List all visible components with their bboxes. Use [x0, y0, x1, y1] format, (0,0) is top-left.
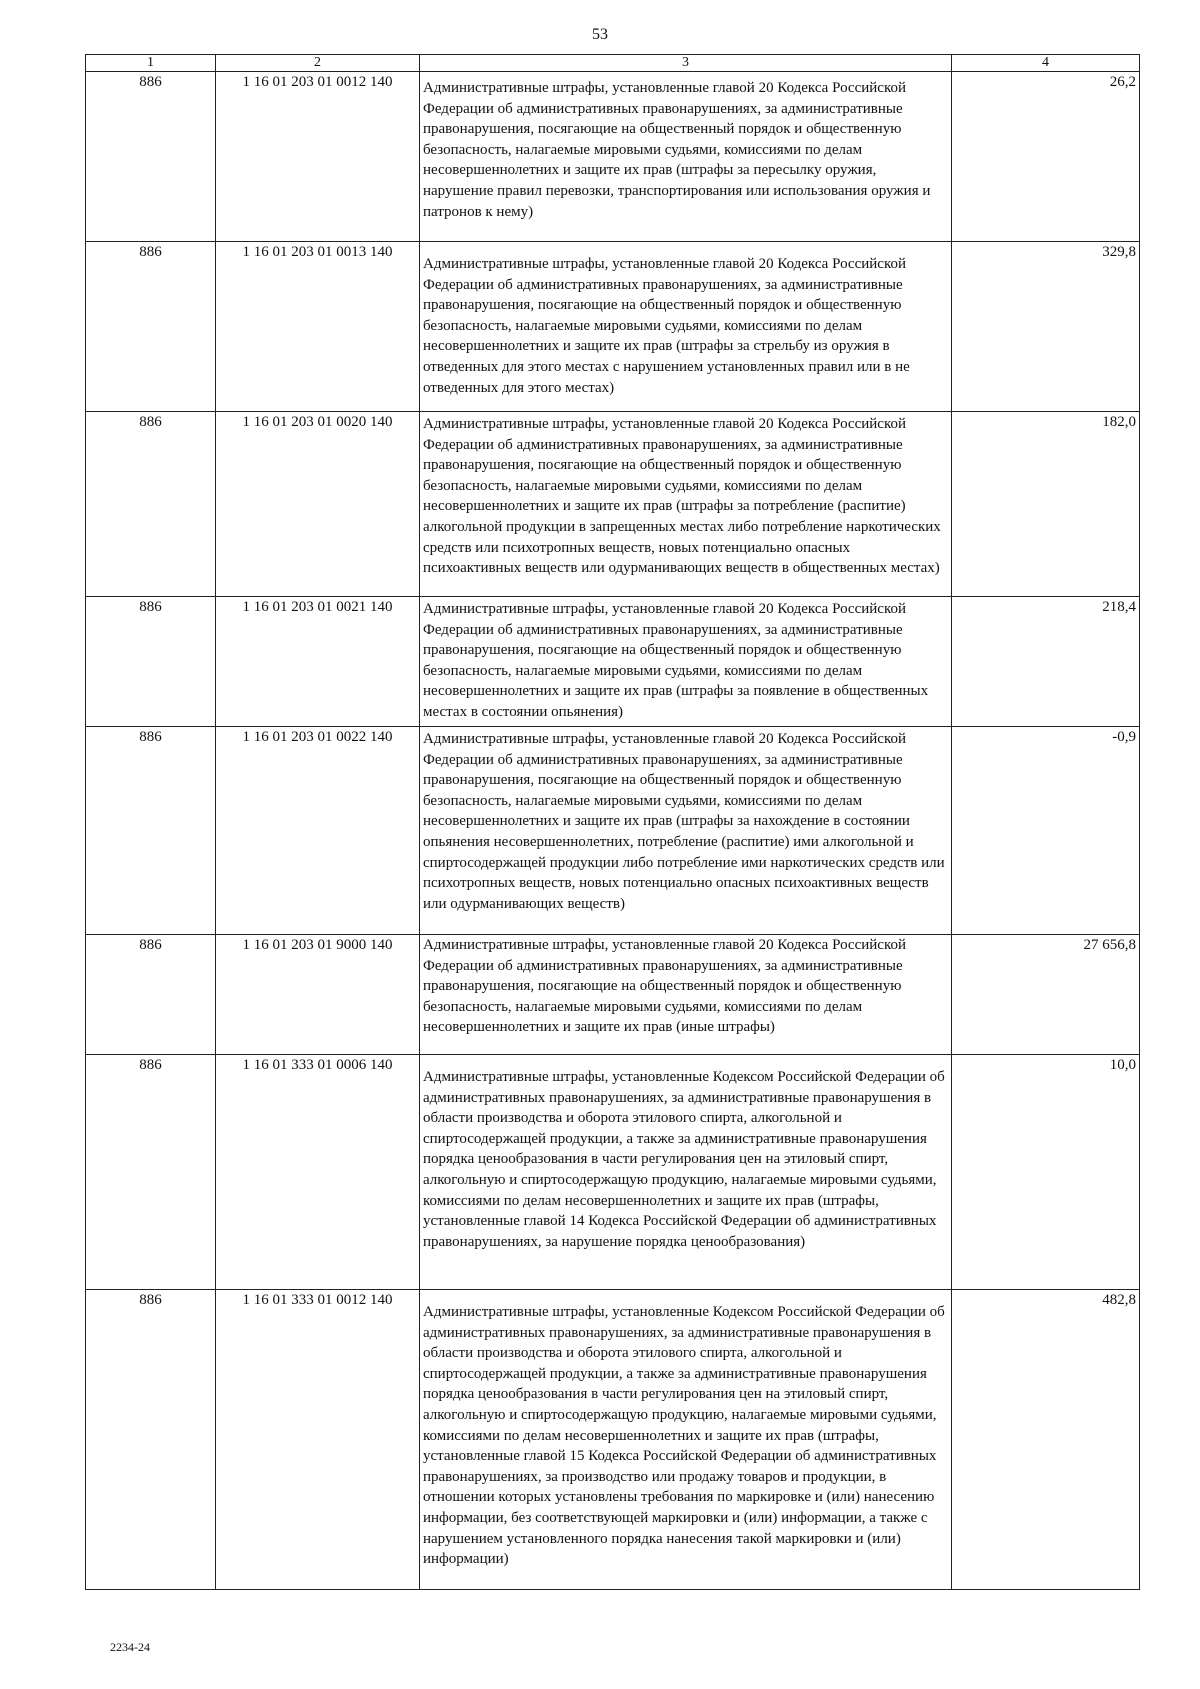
column-header-3: 3 — [420, 55, 952, 72]
table-row — [86, 242, 1140, 412]
budget-code-cell: 1 16 01 203 01 0013 140 — [216, 242, 420, 412]
table-row — [86, 935, 1140, 1055]
description-cell — [420, 935, 952, 1055]
admin-code-cell: 886 — [86, 242, 216, 412]
admin-code-cell: 886 — [86, 935, 216, 1055]
amount-cell: 27 656,8 — [952, 935, 1140, 1055]
description-text: Административные штрафы, установленные главой 20 Кодекса Российской Федерации об административных правонарушениях, за административные правонарушения, посягающие на общественный порядок и общественную безопасность, налагаемые мировыми судьями, комиссиями по делам несовершеннолетних и защите их прав (штрафы за нахождение в состоянии опьянения несовершеннолетних, потребление (распитие) ими алкогольной и спиртосодержащей продукции либо потребление ими наркотических средств или психотропных веществ, новых потенциально опасных психоактивных веществ или одурманивающих веществ) — [423, 731, 945, 912]
amount-cell: 218,4 — [952, 597, 1140, 727]
description-cell — [420, 242, 952, 412]
budget-code-cell: 1 16 01 203 01 0012 140 — [216, 72, 420, 242]
description-text: Административные штрафы, установленные главой 20 Кодекса Российской Федерации об административных правонарушениях, за административные правонарушения, посягающие на общественный порядок и общественную безопасность, налагаемые мировыми судьями, комиссиями по делам несовершеннолетних и защите их прав (штрафы за появление в общественных местах в состоянии опьянения) — [423, 601, 929, 720]
description-cell — [420, 1290, 952, 1590]
column-header-4: 4 — [952, 55, 1140, 72]
amount-cell: 182,0 — [952, 412, 1140, 597]
budget-code-cell: 1 16 01 203 01 0022 140 — [216, 727, 420, 935]
description-cell — [420, 412, 952, 597]
column-header-2: 2 — [216, 55, 420, 72]
page-number: 53 — [592, 26, 608, 43]
description-text: Административные штрафы, установленные главой 20 Кодекса Российской Федерации об административных правонарушениях, за административные правонарушения, посягающие на общественный порядок и общественную безопасность, налагаемые мировыми судьями, комиссиями по делам несовершеннолетних и защите их прав (штрафы за потребление (распитие) алкогольной продукции в запрещенных местах либо потребление наркотических средств или психотропных веществ, новых потенциально опасных психоактивных веществ или одурманивающих веществ в общественных местах) — [423, 416, 941, 577]
admin-code-cell: 886 — [86, 1290, 216, 1590]
amount-cell: -0,9 — [952, 727, 1140, 935]
budget-code-cell: 1 16 01 203 01 0021 140 — [216, 597, 420, 727]
description-cell — [420, 1055, 952, 1290]
description-text: Административные штрафы, установленные главой 20 Кодекса Российской Федерации об административных правонарушениях, за административные правонарушения, посягающие на общественный порядок и общественную безопасность, налагаемые мировыми судьями, комиссиями по делам несовершеннолетних и защите их прав (иные штрафы) — [423, 937, 907, 1036]
budget-code-cell: 1 16 01 203 01 9000 140 — [216, 935, 420, 1055]
budget-code-cell: 1 16 01 333 01 0012 140 — [216, 1290, 420, 1590]
table-row — [86, 597, 1140, 727]
column-header-1: 1 — [86, 55, 216, 72]
budget-code-cell: 1 16 01 333 01 0006 140 — [216, 1055, 420, 1290]
table-row — [86, 727, 1140, 935]
admin-code-cell: 886 — [86, 1055, 216, 1290]
amount-cell: 329,8 — [952, 242, 1140, 412]
admin-code-cell: 886 — [86, 72, 216, 242]
description-cell — [420, 727, 952, 935]
description-text: Административные штрафы, установленные главой 20 Кодекса Российской Федерации об административных правонарушениях, за административные правонарушения, посягающие на общественный порядок и общественную безопасность, налагаемые мировыми судьями, комиссиями по делам несовершеннолетних и защите их прав (штрафы за стрельбу из оружия в отведенных для этого местах с нарушением установленных правил или в не отведенных для этого местах) — [423, 256, 910, 396]
description-text: Административные штрафы, установленные Кодексом Российской Федерации об административных правонарушениях, за административные правонарушения в области производства и оборота этилового спирта, алкогольной и спиртосодержащей продукции, а также за административные правонарушения порядка ценообразования в части регулирования цен на этиловый спирт, алкогольную и спиртосодержащую продукцию, налагаемые мировыми судьями, комиссиями по делам несовершеннолетних и защите их прав (штрафы, установленные главой 14 Кодекса Российской Федерации об административных правонарушениях, за нарушение порядка ценообразования) — [423, 1069, 945, 1250]
table-row — [86, 412, 1140, 597]
admin-code-cell: 886 — [86, 412, 216, 597]
footer-document-code: 2234-24 — [110, 1640, 150, 1654]
table-header-row — [86, 55, 1140, 72]
amount-cell: 10,0 — [952, 1055, 1140, 1290]
description-text: Административные штрафы, установленные Кодексом Российской Федерации об административных правонарушениях, за административные правонарушения в области производства и оборота этилового спирта, алкогольной и спиртосодержащей продукции, а также за административные правонарушения порядка ценообразования в части регулирования цен на этиловый спирт, алкогольную и спиртосодержащую продукцию, налагаемые мировыми судьями, комиссиями по делам несовершеннолетних и защите их прав (штрафы, установленные главой 15 Кодекса Российской Федерации об административных правонарушениях, за производство или продажу товаров и продукции, в отношении которых установлены требования по маркировке и (или) нанесению информации, без соответствующей маркировки и (или) информации, а также с нарушением установленного порядка нанесения такой маркировки и (или) информации) — [423, 1304, 945, 1568]
budget-code-cell: 1 16 01 203 01 0020 140 — [216, 412, 420, 597]
admin-code-cell: 886 — [86, 727, 216, 935]
description-text: Административные штрафы, установленные главой 20 Кодекса Российской Федерации об административных правонарушениях, за административные правонарушения, посягающие на общественный порядок и общественную безопасность, налагаемые мировыми судьями, комиссиями по делам несовершеннолетних и защите их прав (штрафы за пересылку оружия, нарушение правил перевозки, транспортирования или использования оружия и патронов к нему) — [423, 80, 931, 220]
table-row — [86, 1055, 1140, 1290]
admin-code-cell: 886 — [86, 597, 216, 727]
table-row — [86, 1290, 1140, 1590]
budget-table — [85, 54, 1140, 1590]
amount-cell: 482,8 — [952, 1290, 1140, 1590]
description-cell — [420, 597, 952, 727]
description-cell — [420, 72, 952, 242]
table-row — [86, 72, 1140, 242]
amount-cell: 26,2 — [952, 72, 1140, 242]
